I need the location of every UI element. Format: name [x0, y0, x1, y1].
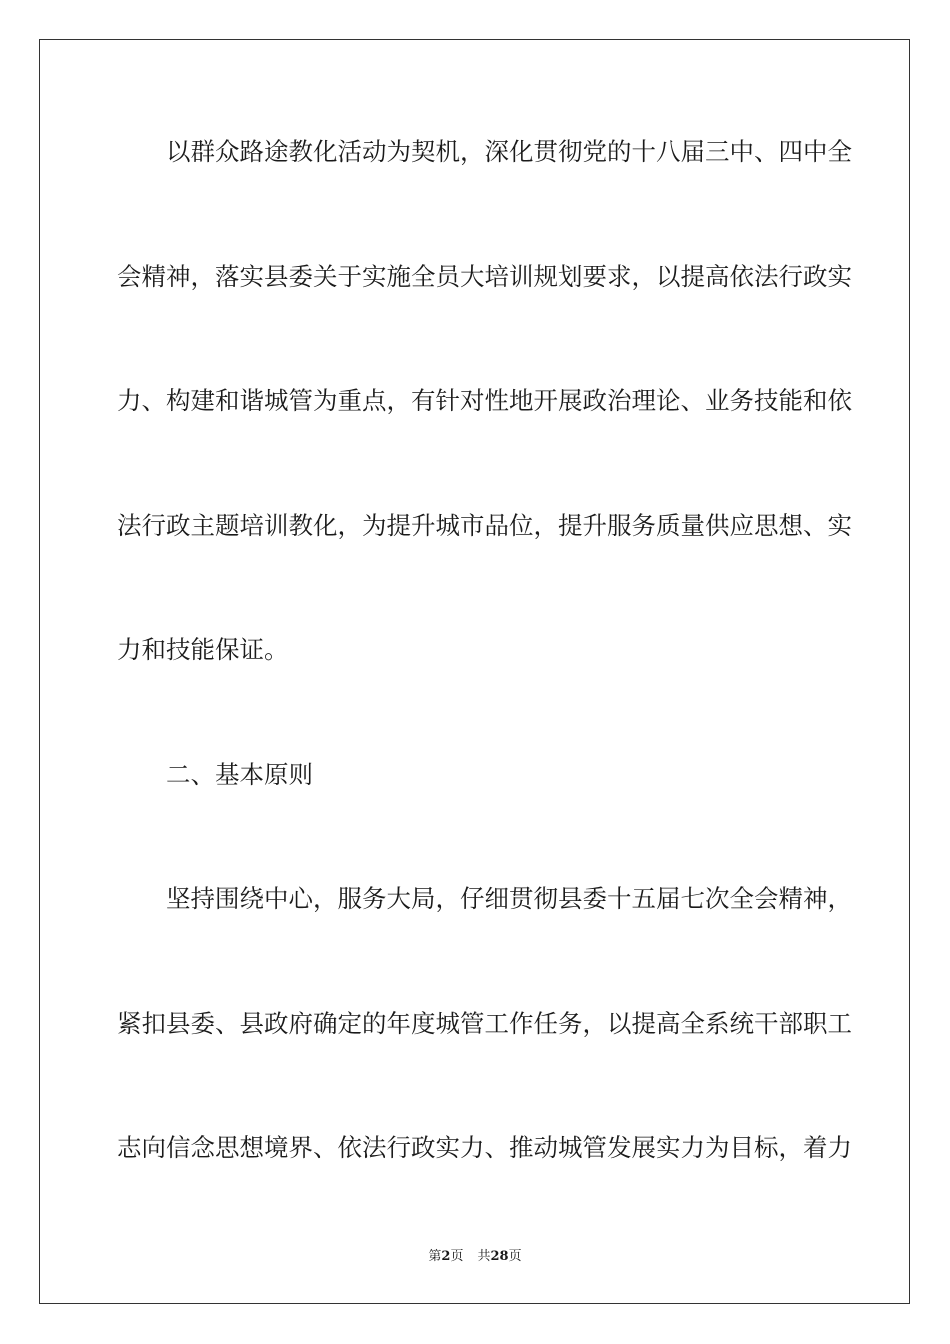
- total-pages: 28: [490, 1249, 509, 1264]
- page-footer: [0, 1248, 950, 1266]
- page-suffix: 页: [450, 1249, 464, 1264]
- total-suffix: 页: [508, 1249, 522, 1264]
- paragraph-line: 法行政主题培训教化，为提升城市品位，提升服务质量供应思想、实: [117, 511, 852, 540]
- paragraph-line: 志向信念思想境界、依法行政实力、推动城管发展实力为目标，着力: [117, 1133, 852, 1162]
- paragraph-line: 力和技能保证。: [117, 635, 289, 664]
- total-prefix: 共: [477, 1249, 491, 1264]
- paragraph-line: 力、构建和谐城管为重点，有针对性地开展政治理论、业务技能和依: [117, 386, 852, 415]
- page-prefix: 第: [428, 1249, 442, 1264]
- paragraph-line: 会精神，落实县委关于实施全员大培训规划要求，以提高依法行政实: [117, 262, 852, 291]
- paragraph-line: 坚持围绕中心，服务大局，仔细贯彻县委十五届七次全会精神，: [166, 884, 852, 913]
- page-number: 2: [441, 1249, 451, 1264]
- paragraph-line: 以群众路途教化活动为契机，深化贯彻党的十八届三中、四中全: [166, 137, 852, 166]
- section-heading: 二、基本原则: [166, 760, 313, 789]
- paragraph-line: 紧扣县委、县政府确定的年度城管工作任务，以提高全系统干部职工: [117, 1009, 852, 1038]
- page-border: [39, 39, 910, 1304]
